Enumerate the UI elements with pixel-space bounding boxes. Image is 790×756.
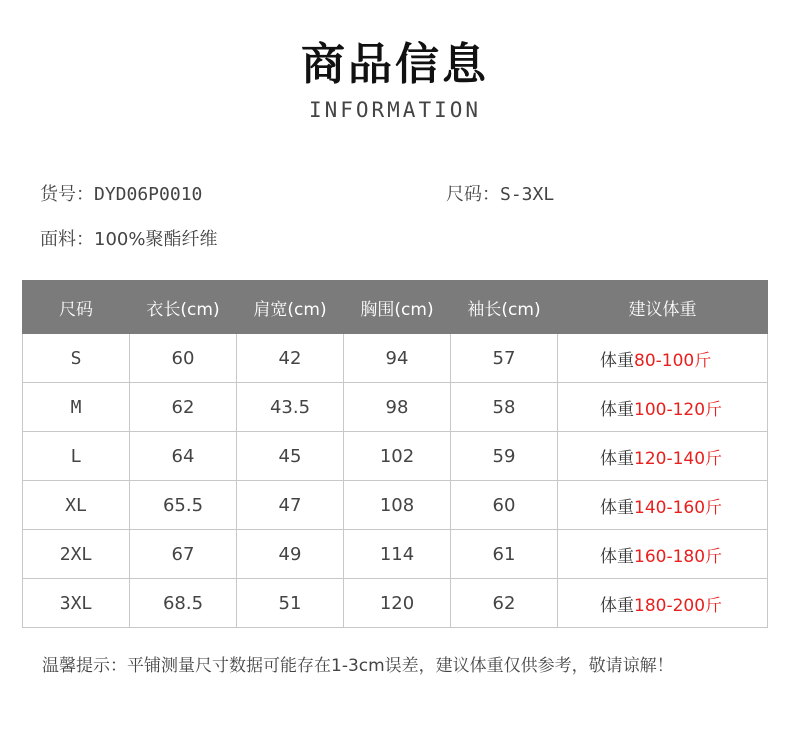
size-cell: L xyxy=(23,432,130,481)
weight-range: 120-140斤 xyxy=(634,448,723,469)
sleeve-cell: 57 xyxy=(451,334,558,383)
fabric-value: 100%聚酯纤维 xyxy=(94,229,218,250)
length-cell: 64 xyxy=(130,432,237,481)
size-chart-table xyxy=(22,280,768,628)
table-header-row xyxy=(23,281,768,334)
page-title: 商品信息 xyxy=(301,39,489,90)
item-number-label: 货号： xyxy=(40,184,94,205)
size-cell: XL xyxy=(23,481,130,530)
size-range-value: S-3XL xyxy=(500,184,555,205)
size-range-label: 尺码： xyxy=(446,184,500,205)
size-cell: 2XL xyxy=(23,530,130,579)
chest-cell: 102 xyxy=(344,432,451,481)
chest-cell: 108 xyxy=(344,481,451,530)
length-cell: 68.5 xyxy=(130,579,237,628)
weight-prefix: 体重 xyxy=(600,595,634,616)
weight-range: 160-180斤 xyxy=(634,546,723,567)
weight-cell xyxy=(558,334,768,383)
column-header-length: 衣长(cm) xyxy=(130,281,237,334)
chest-cell: 94 xyxy=(344,334,451,383)
fabric-label: 面料： xyxy=(40,229,94,250)
measurement-note: 温馨提示：平铺测量尺寸数据可能存在1-3cm误差，建议体重仅供参考，敬请谅解！ xyxy=(42,656,674,676)
weight-cell xyxy=(558,383,768,432)
shoulder-cell: 51 xyxy=(237,579,344,628)
weight-cell xyxy=(558,481,768,530)
page-subtitle: INFORMATION xyxy=(308,98,482,122)
table-row xyxy=(23,481,768,530)
table-row xyxy=(23,383,768,432)
table-row xyxy=(23,579,768,628)
shoulder-cell: 45 xyxy=(237,432,344,481)
weight-range: 80-100斤 xyxy=(634,350,712,371)
weight-range: 100-120斤 xyxy=(634,399,723,420)
chest-cell: 98 xyxy=(344,383,451,432)
size-cell: M xyxy=(23,383,130,432)
weight-range: 140-160斤 xyxy=(634,497,723,518)
table-row xyxy=(23,530,768,579)
chest-cell: 114 xyxy=(344,530,451,579)
length-cell: 62 xyxy=(130,383,237,432)
length-cell: 67 xyxy=(130,530,237,579)
shoulder-cell: 49 xyxy=(237,530,344,579)
weight-prefix: 体重 xyxy=(600,350,634,371)
weight-cell xyxy=(558,530,768,579)
size-range-info xyxy=(446,183,554,207)
sleeve-cell: 60 xyxy=(451,481,558,530)
item-number-info xyxy=(40,183,202,207)
shoulder-cell: 42 xyxy=(237,334,344,383)
length-cell: 65.5 xyxy=(130,481,237,530)
column-header-weight: 建议体重 xyxy=(558,281,768,334)
sleeve-cell: 58 xyxy=(451,383,558,432)
column-header-size: 尺码 xyxy=(23,281,130,334)
weight-prefix: 体重 xyxy=(600,399,634,420)
chest-cell: 120 xyxy=(344,579,451,628)
weight-cell xyxy=(558,579,768,628)
fabric-info xyxy=(40,228,217,252)
sleeve-cell: 59 xyxy=(451,432,558,481)
column-header-shoulder: 肩宽(cm) xyxy=(237,281,344,334)
size-cell: 3XL xyxy=(23,579,130,628)
weight-prefix: 体重 xyxy=(600,546,634,567)
shoulder-cell: 47 xyxy=(237,481,344,530)
column-header-sleeve: 袖长(cm) xyxy=(451,281,558,334)
length-cell: 60 xyxy=(130,334,237,383)
weight-prefix: 体重 xyxy=(600,448,634,469)
item-number-value: DYD06P0010 xyxy=(94,184,203,205)
weight-cell xyxy=(558,432,768,481)
sleeve-cell: 62 xyxy=(451,579,558,628)
sleeve-cell: 61 xyxy=(451,530,558,579)
table-row xyxy=(23,432,768,481)
weight-prefix: 体重 xyxy=(600,497,634,518)
size-cell: S xyxy=(23,334,130,383)
column-header-chest: 胸围(cm) xyxy=(344,281,451,334)
table-row xyxy=(23,334,768,383)
shoulder-cell: 43.5 xyxy=(237,383,344,432)
weight-range: 180-200斤 xyxy=(634,595,723,616)
